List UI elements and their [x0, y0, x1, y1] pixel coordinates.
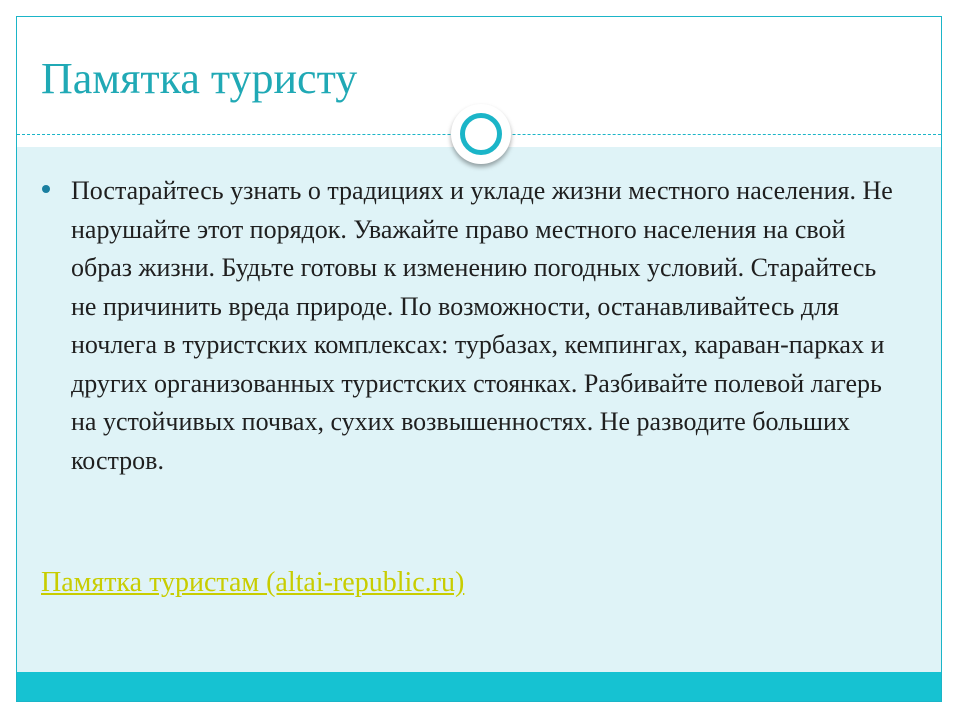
bottom-band	[17, 672, 941, 702]
slide	[16, 16, 942, 702]
source-link[interactable]: Памятка туристам (altai-republic.ru)	[41, 567, 465, 598]
bullet-dot-icon	[42, 185, 50, 193]
bullet-text: Постарайтесь узнать о традициях и укладе жизни местного населения. Не нарушайте этот порядок. Уважайте право местного населения на свой образ жизни. Будьте готовы к изменению погодных условий. Старайтесь не причинить вреда природе. По возможности, останавливайтесь для ночлега в туристских комплексах: турбазах, кемпингах, караван-парках и других организованных туристских стоянках. Разбивайте полевой лагерь на устойчивых почвах, сухих возвышенностях. Не разводите больших костров.	[71, 176, 893, 475]
circle-ornament-icon	[451, 104, 511, 164]
bullet-list	[17, 172, 941, 480]
slide-title: Памятка туристу	[41, 54, 358, 103]
bullet-item	[17, 172, 941, 480]
